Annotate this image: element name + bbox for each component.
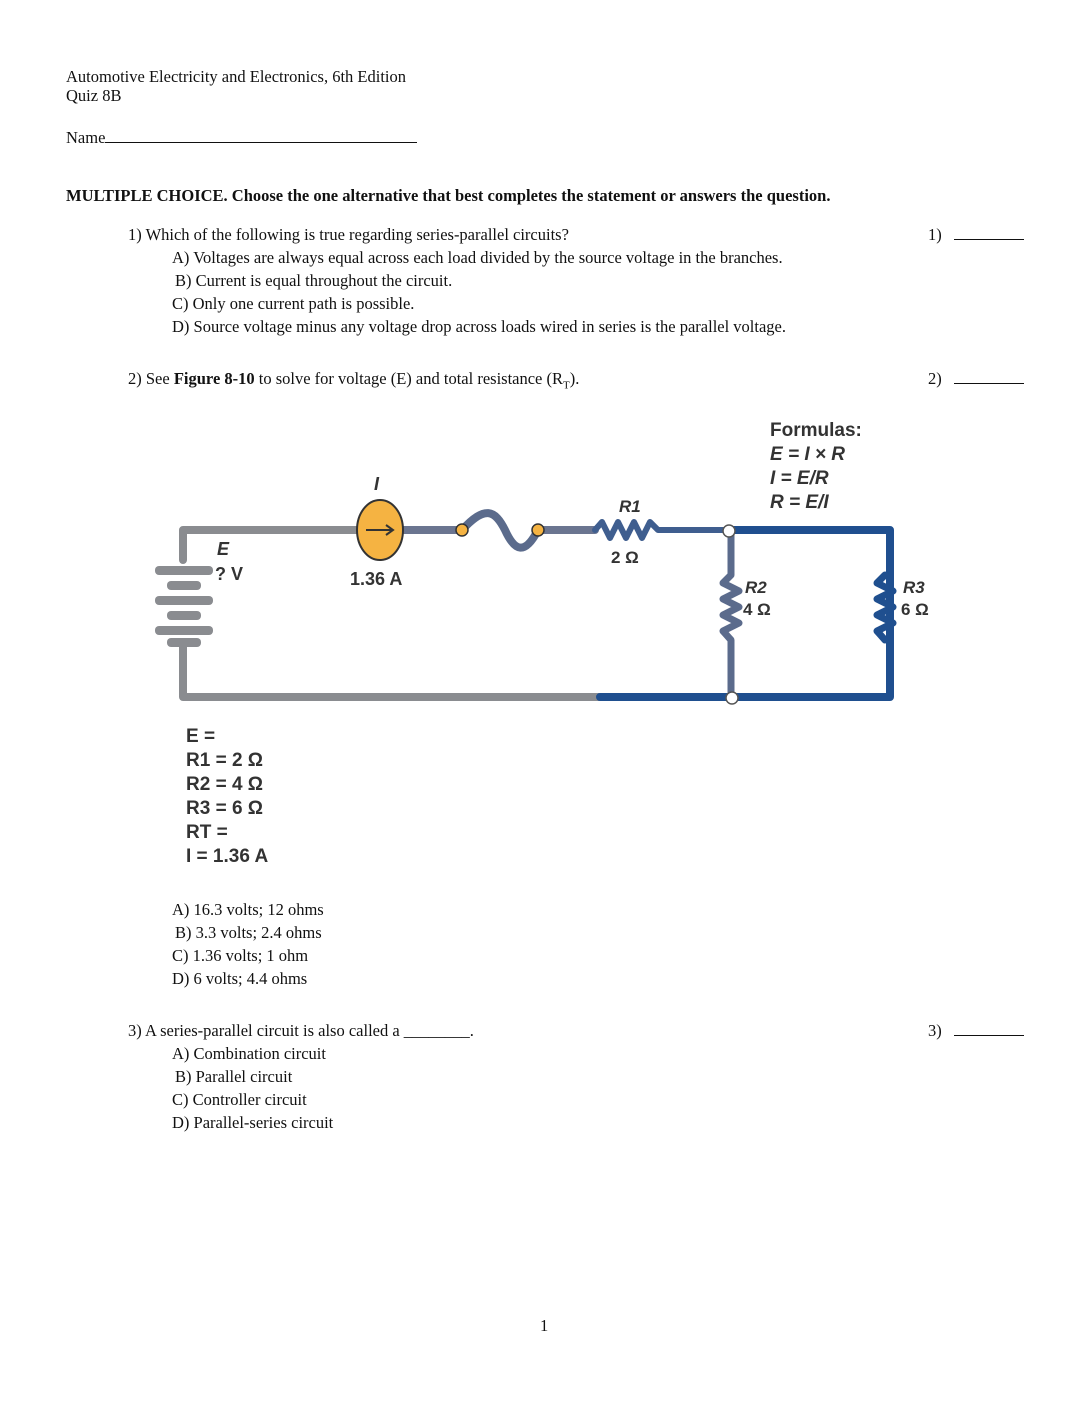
source-label: E (217, 539, 230, 559)
current-value: 1.36 A (350, 569, 403, 589)
option: D) Source voltage minus any voltage drop across loads wired in series is the parallel voltage. (172, 317, 786, 336)
instructions: MULTIPLE CHOICE. Choose the one alternative that best completes the statement or answers the question. (66, 186, 831, 205)
wire-bottom-left (183, 642, 600, 697)
formulas-title: Formulas: (770, 420, 862, 441)
r1-value: 2 Ω (611, 548, 639, 567)
given-rt: RT = (186, 822, 228, 843)
option: B) 3.3 volts; 2.4 ohms (175, 923, 322, 942)
option: D) 6 volts; 4.4 ohms (172, 969, 308, 988)
option: C) Controller circuit (172, 1090, 307, 1109)
formula: R = E/I (770, 492, 829, 513)
option: B) Current is equal throughout the circuit. (175, 271, 453, 290)
option: D) Parallel-series circuit (172, 1113, 334, 1132)
formula: E = I × R (770, 444, 845, 465)
wire-top-left (183, 530, 357, 560)
source-value: ? V (215, 564, 244, 584)
option: A) Voltages are always equal across each load divided by the source voltage in the branches. (172, 248, 783, 267)
option: B) Parallel circuit (175, 1067, 293, 1086)
given-i: I = 1.36 A (186, 846, 269, 867)
r1-label: R1 (619, 497, 641, 516)
option: A) 16.3 volts; 12 ohms (172, 900, 324, 919)
option: C) Only one current path is possible. (172, 294, 415, 313)
r2-label: R2 (745, 578, 767, 597)
option: C) 1.36 volts; 1 ohm (172, 946, 309, 965)
book-title: Automotive Electricity and Electronics, 6th Edition (66, 67, 406, 86)
r2-value: 4 Ω (743, 600, 771, 619)
resistor-r1-icon (595, 522, 729, 538)
answer-2[interactable]: 2) (928, 369, 1024, 389)
r3-value: 6 Ω (901, 600, 929, 619)
option: A) Combination circuit (172, 1044, 326, 1063)
given-r2: R2 = 4 Ω (186, 774, 264, 795)
given-r3: R3 = 6 Ω (186, 798, 264, 819)
question-1-text: 1) Which of the following is true regarding series-parallel circuits? (128, 225, 569, 244)
r3-label: R3 (903, 578, 925, 597)
resistor-r2-icon (723, 530, 739, 697)
given-values (186, 725, 268, 869)
question-2-text: 2) See Figure 8-10 to solve for voltage (E) and total resistance $(R_T)$. (128, 369, 580, 392)
quiz-title: Quiz 8B (66, 86, 122, 105)
current-label: I (374, 474, 380, 494)
formula: I = E/R (770, 468, 829, 489)
question-3-text: 3) A series-parallel circuit is also called a ________. (128, 1021, 474, 1040)
fuse-icon (462, 513, 538, 548)
battery-icon (155, 566, 213, 647)
page-number: 1 (540, 1316, 549, 1335)
node (723, 525, 735, 537)
answer-1[interactable]: 1) (928, 225, 1024, 245)
answer-3[interactable]: 3) (928, 1021, 1024, 1041)
node (726, 692, 738, 704)
given-e: E = (186, 726, 216, 747)
name-label: Name (66, 128, 106, 147)
given-r1: R1 = 2 Ω (186, 750, 264, 771)
